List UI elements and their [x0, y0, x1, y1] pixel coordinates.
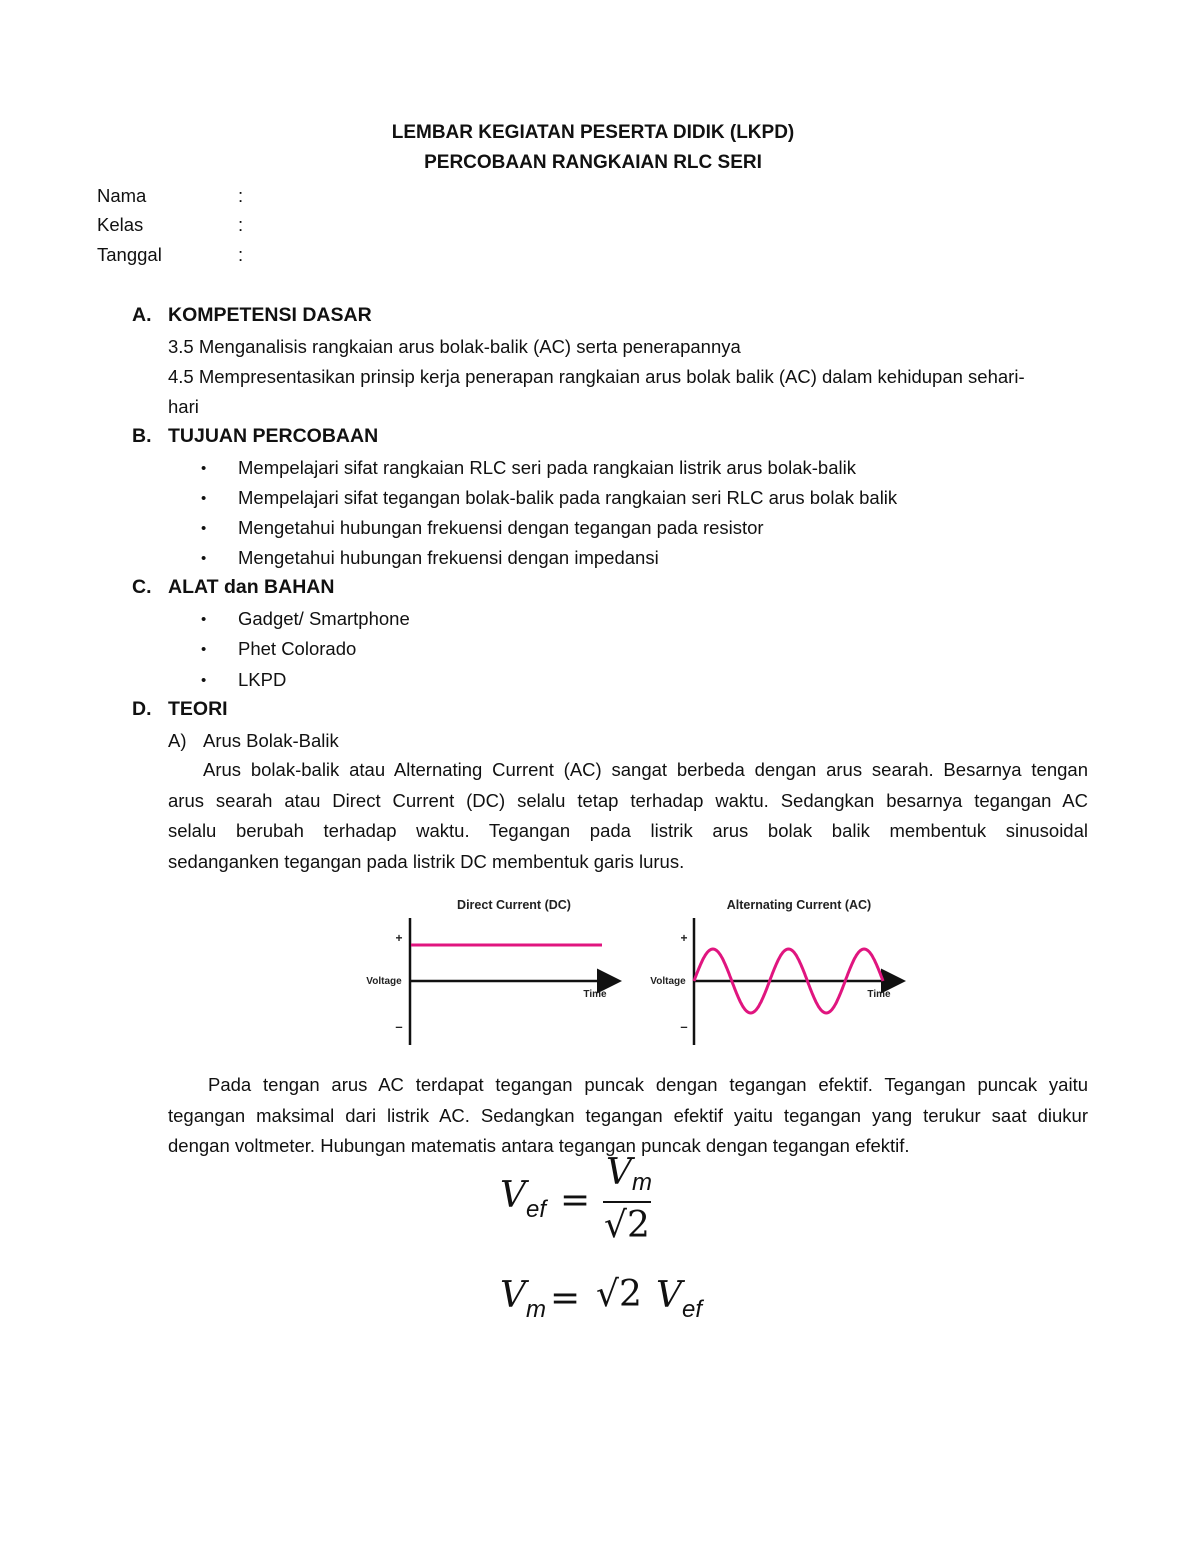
ac-minus-sign: –	[680, 1019, 688, 1034]
section-b-heading: TUJUAN PERCOBAAN	[168, 425, 379, 447]
section-a-heading: KOMPETENSI DASAR	[168, 304, 372, 326]
list-item: Mengetahui hubungan frekuensi dengan impedansi	[238, 547, 659, 568]
page-title-line2: PERCOBAAN RANGKAIAN RLC SERI	[424, 152, 762, 173]
paragraph-line: dengan voltmeter. Hubungan matematis antara tegangan puncak dengan tegangan efektif.	[168, 1135, 910, 1156]
field-label-nama: Nama	[97, 185, 147, 206]
page-title-line1: LEMBAR KEGIATAN PESERTA DIDIK (LKPD)	[391, 122, 795, 143]
list-item: Mempelajari sifat tegangan bolak-balik pada rangkaian seri RLC arus bolak balik	[238, 487, 898, 508]
ac-title: Alternating Current (AC)	[726, 898, 872, 912]
section-a-letter: A.	[132, 304, 152, 326]
ac-voltage-label: Voltage	[650, 976, 686, 987]
list-item: Phet Colorado	[238, 638, 357, 659]
formula-vm-rhs: Vef	[656, 1275, 703, 1323]
bullet-icon: •	[201, 490, 207, 507]
bullet-icon: •	[201, 550, 207, 567]
bullet-icon: •	[201, 460, 207, 477]
formula-vef	[500, 1175, 547, 1223]
section-c-heading: ALAT dan BAHAN	[168, 576, 335, 598]
field-colon-kelas: :	[238, 214, 244, 235]
bullet-icon: •	[201, 611, 207, 628]
formula-vm-equals: =	[550, 1278, 581, 1319]
bullet-icon: •	[201, 641, 207, 658]
paragraph-line: Arus bolak-balik atau Alternating Current (AC) sangat berbeda dengan arus searah. Besarnya tengan	[203, 759, 1088, 780]
ac-plus-sign: +	[680, 931, 688, 945]
dc-ac-figure	[355, 890, 915, 1055]
section-d-letter: D.	[132, 698, 152, 720]
field-label-tanggal: Tanggal	[97, 244, 162, 265]
kd-3-5: 3.5 Menganalisis rangkaian arus bolak-balik (AC) serta penerapannya	[168, 336, 741, 357]
formula-vef-denominator: √2	[604, 1205, 650, 1246]
field-label-kelas: Kelas	[97, 214, 144, 235]
paragraph-line: sedanganken tegangan pada listrik DC membentuk garis lurus.	[168, 851, 685, 872]
section-d-heading: TEORI	[168, 698, 228, 720]
section-b-letter: B.	[132, 425, 152, 447]
dc-title: Direct Current (DC)	[457, 898, 571, 912]
kd-4-5: 4.5 Mempresentasikan prinsip kerja penerapan rangkaian arus bolak balik (AC) dalam kehidupan sehari-	[168, 366, 1025, 387]
dc-plus-sign: +	[395, 931, 403, 945]
bullet-icon: •	[201, 672, 207, 689]
formula-vef-lhs: V	[500, 1175, 526, 1216]
dc-voltage-label: Voltage	[366, 976, 402, 987]
ac-time-label: Time	[867, 989, 891, 1000]
fraction-bar	[603, 1201, 651, 1203]
subsection-label: A)	[168, 730, 187, 751]
list-item: Mengetahui hubungan frekuensi dengan tegangan pada resistor	[238, 517, 764, 538]
formula-vef-lhs-sub: ef	[526, 1196, 547, 1223]
section-c-letter: C.	[132, 576, 152, 598]
field-colon-nama: :	[238, 185, 244, 206]
field-colon-tanggal: :	[238, 244, 244, 265]
kd-4-5-cont: hari	[168, 396, 199, 417]
dc-time-label: Time	[583, 989, 607, 1000]
bullet-icon: •	[201, 520, 207, 537]
ac-graph	[650, 898, 901, 1045]
list-item: Mempelajari sifat rangkaian RLC seri pada rangkaian listrik arus bolak-balik	[238, 457, 856, 478]
dc-graph	[366, 898, 617, 1045]
list-item: Gadget/ Smartphone	[238, 608, 410, 629]
paragraph-line: tegangan maksimal dari listrik AC. Sedangkan tegangan efektif yaitu tegangan yang terukur saat diukur	[168, 1105, 1088, 1126]
paragraph-line: Pada tengan arus AC terdapat tegangan puncak dengan tegangan efektif. Tegangan puncak yaitu	[208, 1074, 1088, 1095]
formula-vef-numerator: Vm	[606, 1152, 652, 1196]
paragraph-line: selalu berubah terhadap waktu. Tegangan pada listrik arus bolak balik membentuk sinusoidal	[168, 820, 1088, 841]
formula-vm-root: √2	[596, 1274, 642, 1315]
formula-vef-equals: =	[560, 1180, 591, 1221]
list-item: LKPD	[238, 669, 287, 690]
formula-vm: Vm	[500, 1275, 546, 1323]
dc-minus-sign: –	[395, 1019, 403, 1034]
paragraph-line: arus searah atau Direct Current (DC) selalu tetap terhadap waktu. Sedangkan besarnya tegangan AC	[168, 790, 1088, 811]
subsection-title: Arus Bolak-Balik	[203, 730, 339, 751]
